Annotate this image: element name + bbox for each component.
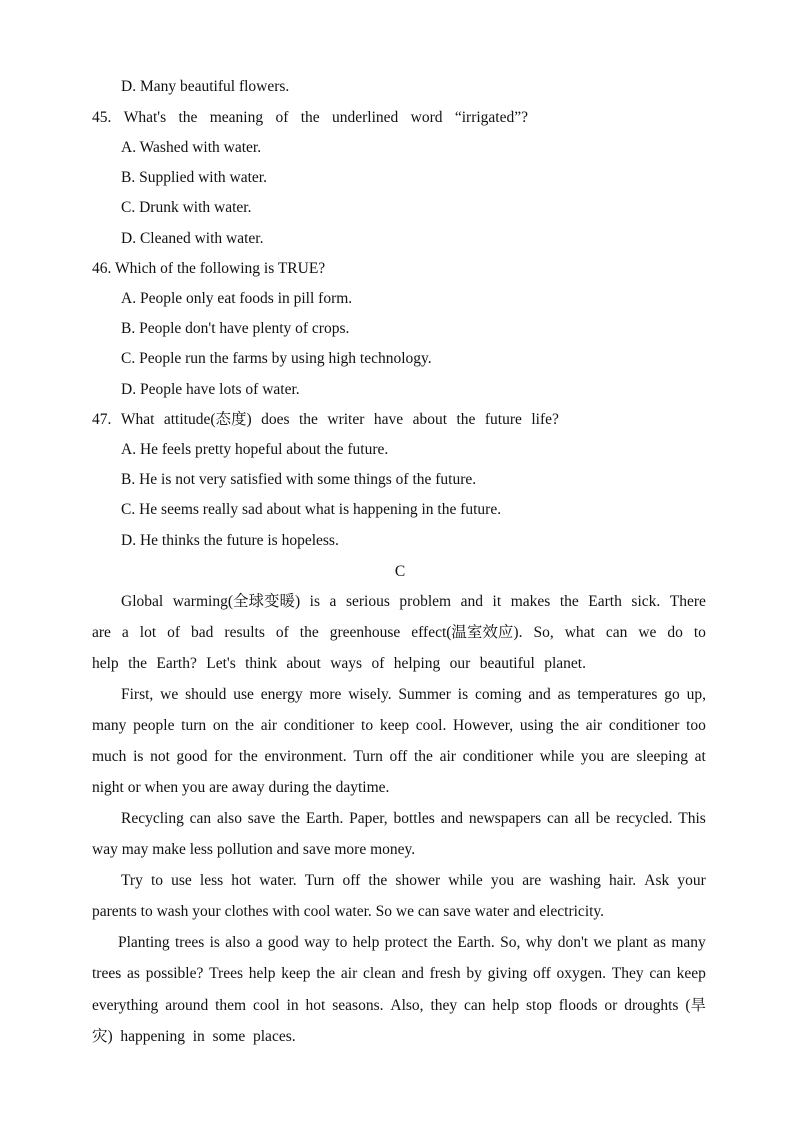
word: and <box>460 593 483 610</box>
word: all <box>574 810 590 827</box>
word: as <box>127 965 140 982</box>
word: the <box>299 411 318 428</box>
word: environment. <box>264 748 347 765</box>
word: Ask <box>644 872 670 889</box>
word: it <box>492 593 502 610</box>
word: about <box>412 411 448 428</box>
word: the <box>178 109 198 126</box>
word: what <box>564 624 595 641</box>
q47-question <box>92 410 559 430</box>
passage-p5-line-4: 灾) happening in some places. <box>92 1028 296 1045</box>
word: Summer <box>398 686 451 703</box>
word: water. <box>259 872 297 889</box>
word: washing <box>549 872 601 889</box>
word: are <box>92 624 111 641</box>
word: effect(温室效应). <box>411 624 523 641</box>
word: This <box>678 810 706 827</box>
word: conditioner <box>608 717 680 734</box>
word: future <box>484 411 522 428</box>
word: many <box>92 717 127 734</box>
word: in <box>286 997 299 1014</box>
word: So, <box>500 934 521 951</box>
word: of <box>167 624 181 641</box>
passage-p2-line-4: night or when you are away during the daytime. <box>92 779 390 796</box>
word: trees <box>175 934 205 951</box>
word: serious <box>345 593 390 610</box>
word: be <box>595 810 611 827</box>
word: by <box>466 965 482 982</box>
word: is <box>309 593 321 610</box>
word: can <box>649 965 671 982</box>
word: off <box>532 965 551 982</box>
word: cool. <box>415 717 447 734</box>
word: bad <box>191 624 214 641</box>
word: meaning <box>209 109 264 126</box>
word: the <box>128 655 148 672</box>
word: attitude(态度) <box>163 411 252 428</box>
word: while <box>539 748 575 765</box>
word: stop <box>526 997 552 1014</box>
word: the <box>300 109 320 126</box>
passage-p1-line-1 <box>121 592 706 612</box>
passage-p3-line-1 <box>121 809 706 829</box>
word: plant <box>616 934 648 951</box>
word: the <box>235 717 254 734</box>
word: using <box>519 717 554 734</box>
passage-p2-line-1 <box>121 685 706 705</box>
word: use <box>233 686 254 703</box>
word: is <box>457 686 469 703</box>
q46-option-a: A. People only eat foods in pill form. <box>121 290 353 307</box>
passage-p4-line-1 <box>121 871 706 891</box>
word: Turn <box>353 748 383 765</box>
word: help <box>92 655 119 672</box>
word: save <box>247 810 276 827</box>
word: conditioner <box>462 748 534 765</box>
word: to <box>361 717 374 734</box>
passage-p2-line-3 <box>92 747 706 767</box>
word: the <box>316 965 336 982</box>
word: energy <box>260 686 303 703</box>
word: possible? <box>145 965 204 982</box>
word: of <box>275 109 289 126</box>
word: on <box>212 717 229 734</box>
word: our <box>449 655 471 672</box>
word: conditioner <box>283 717 355 734</box>
word: results <box>224 624 265 641</box>
q47-option-b: B. He is not very satisfied with some things of the future. <box>121 471 477 488</box>
word: newspapers <box>468 810 542 827</box>
passage-p3-line-2: way may make less pollution and save more money. <box>92 841 416 858</box>
word: turn <box>181 717 207 734</box>
word: Earth? <box>156 655 197 672</box>
q47-option-d: D. He thinks the future is hopeless. <box>121 532 339 549</box>
word: help <box>248 965 276 982</box>
word: Paper, <box>349 810 388 827</box>
word: of <box>275 624 289 641</box>
word: or <box>604 997 618 1014</box>
word: and <box>440 810 464 827</box>
word: beautiful <box>479 655 535 672</box>
word: much <box>92 748 127 765</box>
word: protect <box>384 934 428 951</box>
word: them <box>215 997 247 1014</box>
word: a <box>121 624 129 641</box>
word: (旱 <box>685 997 706 1014</box>
word: Trees <box>209 965 244 982</box>
word: However, <box>453 717 514 734</box>
word: droughts <box>624 997 679 1014</box>
word: should <box>185 686 227 703</box>
word: underlined <box>332 109 399 126</box>
word: the <box>433 934 452 951</box>
word: the <box>238 748 258 765</box>
word: good <box>267 934 299 951</box>
word: greenhouse <box>329 624 401 641</box>
q44-option-d: D. Many beautiful flowers. <box>121 78 290 95</box>
word: the <box>368 872 388 889</box>
word: sick. <box>631 593 661 610</box>
word: the <box>281 810 301 827</box>
word: can <box>464 997 486 1014</box>
word: “irrigated”? <box>454 109 528 126</box>
word: problem <box>399 593 452 610</box>
word: does <box>261 411 290 428</box>
q46-question: 46. Which of the following is TRUE? <box>92 260 326 277</box>
passage-p5-line-1 <box>118 933 706 953</box>
word: the <box>456 411 476 428</box>
word: your <box>677 872 706 889</box>
word: the <box>559 593 579 610</box>
word: lot <box>139 624 157 641</box>
word: are <box>610 748 630 765</box>
word: are <box>522 872 542 889</box>
word: cool <box>253 997 280 1014</box>
word: Try <box>121 872 143 889</box>
section-label: C <box>394 563 406 580</box>
q45-option-b: B. Supplied with water. <box>121 169 267 186</box>
word: floods <box>558 997 598 1014</box>
word: we <box>638 624 657 641</box>
word: Also, <box>390 997 424 1014</box>
word: a <box>255 934 263 951</box>
word: good <box>176 748 208 765</box>
word: use <box>171 872 192 889</box>
word: off <box>342 872 361 889</box>
word: makes <box>510 593 551 610</box>
word: up, <box>686 686 706 703</box>
word: as <box>653 934 667 951</box>
word: air <box>340 965 358 982</box>
word: off <box>389 748 408 765</box>
word: Turn <box>304 872 335 889</box>
word: So, <box>533 624 554 641</box>
word: you <box>490 872 515 889</box>
word: to <box>335 934 348 951</box>
passage-p1-line-3 <box>92 654 586 674</box>
word: ways <box>330 655 363 672</box>
word: help <box>352 934 380 951</box>
word: Earth. <box>457 934 495 951</box>
word: and <box>528 686 551 703</box>
word: fresh <box>429 965 461 982</box>
word: Earth. <box>305 810 344 827</box>
word: around <box>165 997 209 1014</box>
word: sleeping <box>636 748 688 765</box>
word: and <box>401 965 424 982</box>
word: too <box>686 717 706 734</box>
word: coming <box>474 686 522 703</box>
word: many <box>671 934 706 951</box>
word: about <box>286 655 321 672</box>
passage-p2-line-2 <box>92 716 706 736</box>
word: the <box>560 717 580 734</box>
word: 47. <box>92 411 112 428</box>
q45-option-c: C. Drunk with water. <box>121 199 252 216</box>
word: have <box>373 411 404 428</box>
word: hair. <box>609 872 637 889</box>
word: to <box>693 624 706 641</box>
word: also <box>216 810 242 827</box>
word: way <box>304 934 330 951</box>
word: life? <box>531 411 559 428</box>
word: clean <box>363 965 396 982</box>
word: recycled. <box>616 810 673 827</box>
word: do <box>667 624 683 641</box>
word: think <box>245 655 277 672</box>
word: keep <box>281 965 311 982</box>
word: can <box>605 624 628 641</box>
q47-option-a: A. He feels pretty hopeful about the future. <box>121 441 389 458</box>
word: of <box>371 655 385 672</box>
word: Earth <box>588 593 622 610</box>
q45-option-d: D. Cleaned with water. <box>121 230 264 247</box>
passage-p1-line-2 <box>92 623 706 643</box>
word: we <box>160 686 179 703</box>
word: Recycling <box>121 810 184 827</box>
q46-option-d: D. People have lots of water. <box>121 381 300 398</box>
word: can <box>189 810 212 827</box>
word: hot <box>305 997 326 1014</box>
word: temperatures <box>577 686 658 703</box>
word: Global <box>121 593 164 610</box>
word: can <box>546 810 569 827</box>
word: don't <box>557 934 589 951</box>
word: trees <box>92 965 122 982</box>
passage-p5-line-2 <box>92 964 706 984</box>
q45-option-a: A. Washed with water. <box>121 139 262 156</box>
q46-option-b: B. People don't have plenty of crops. <box>121 320 350 337</box>
word: writer <box>327 411 365 428</box>
word: more <box>309 686 342 703</box>
word: go <box>664 686 680 703</box>
word: Let's <box>206 655 236 672</box>
word: at <box>694 748 706 765</box>
word: seasons. <box>332 997 384 1014</box>
q47-option-c: C. He seems really sad about what is happening in the future. <box>121 501 502 518</box>
word: why <box>525 934 553 951</box>
word: planet. <box>544 655 586 672</box>
word: giving <box>487 965 528 982</box>
word: warming(全球变暖) <box>172 593 301 610</box>
passage-p5-line-3 <box>92 996 706 1016</box>
word: 45. <box>92 109 112 126</box>
word: air <box>439 748 456 765</box>
word: not <box>150 748 170 765</box>
passage-p4-line-2: parents to wash your clothes with cool water. So we can save water and electricity. <box>92 903 605 920</box>
word: the <box>299 624 319 641</box>
word: people <box>133 717 175 734</box>
word: shower <box>395 872 441 889</box>
word: word <box>410 109 443 126</box>
word: less <box>199 872 224 889</box>
word: bottles <box>393 810 435 827</box>
word: They <box>611 965 644 982</box>
word: also <box>225 934 251 951</box>
word: they <box>430 997 458 1014</box>
word: everything <box>92 997 159 1014</box>
q46-option-c: C. People run the farms by using high technology. <box>121 350 432 367</box>
word: for <box>214 748 233 765</box>
word: air <box>585 717 603 734</box>
word: we <box>593 934 612 951</box>
word: First, <box>121 686 154 703</box>
word: is <box>133 748 144 765</box>
word: you <box>580 748 605 765</box>
word: hot <box>231 872 252 889</box>
word: keep <box>379 717 410 734</box>
word: a <box>329 593 337 610</box>
word: help <box>492 997 520 1014</box>
word: oxygen. <box>556 965 607 982</box>
word: to <box>150 872 164 889</box>
word: What's <box>123 109 167 126</box>
word: as <box>557 686 571 703</box>
word: air <box>260 717 278 734</box>
word: the <box>413 748 433 765</box>
word: keep <box>676 965 706 982</box>
word: while <box>448 872 483 889</box>
word: is <box>209 934 220 951</box>
word: Planting <box>118 934 170 951</box>
word: What <box>120 411 155 428</box>
q45-question <box>92 108 528 128</box>
word: helping <box>393 655 441 672</box>
word: wisely. <box>348 686 392 703</box>
word: There <box>669 593 706 610</box>
